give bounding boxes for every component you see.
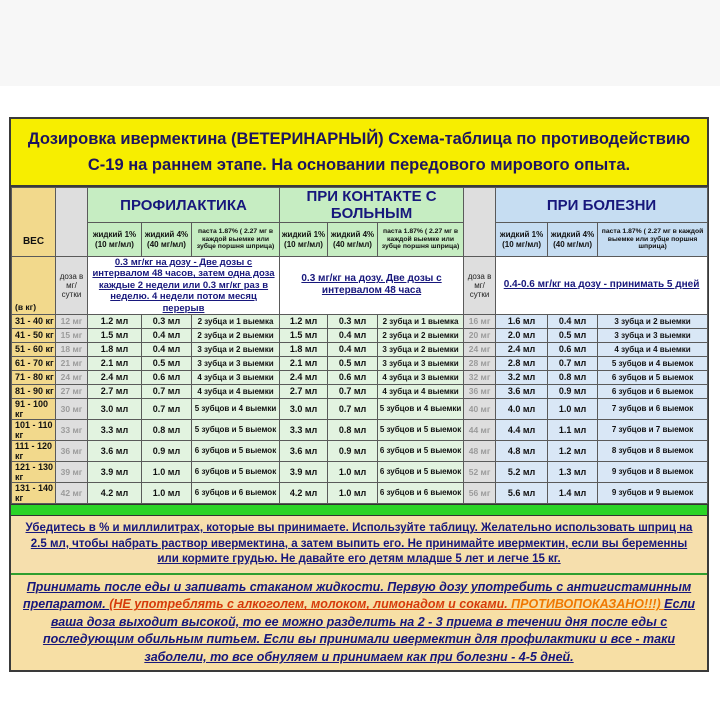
table-cell: 3 зубца и 3 выемки — [598, 328, 708, 342]
subheader-prophylaxis-liquid1: жидкий 1% (10 мг/мл) — [88, 223, 142, 257]
table-cell: 0.7 мл — [328, 398, 378, 419]
warning-block — [11, 516, 707, 575]
table-cell: 24 мг — [464, 342, 496, 356]
table-row — [12, 314, 708, 328]
table-row — [12, 398, 708, 419]
group-header-prophylaxis: ПРОФИЛАКТИКА — [88, 188, 280, 223]
table-cell: 0.4 мл — [142, 328, 192, 342]
table-cell: 2.7 мл — [280, 384, 328, 398]
instruction-prophylaxis: 0.3 мг/кг на дозу - Две дозы с интервалом 48 часов, затем одна доза каждые 2 недели или 0.3 мг/кг раз в неделю. 4 недели потом месяц перерыв — [88, 257, 280, 315]
table-cell: 48 мг — [464, 440, 496, 461]
table-cell: 3.9 мл — [280, 461, 328, 482]
subheader-contact-paste: паста 1.87% ( 2.27 мг в каждой выемке или зубце поршня шприца) — [378, 223, 464, 257]
table-cell: 0.7 мл — [548, 356, 598, 370]
table-cell: 5 зубцов и 4 выемки — [192, 398, 280, 419]
group-header-illness: ПРИ БОЛЕЗНИ — [496, 188, 708, 223]
table-cell: 6 зубцов и 5 выемок — [598, 370, 708, 384]
table-cell: 0.8 мл — [548, 370, 598, 384]
table-cell: 3 зубца и 2 выемки — [192, 342, 280, 356]
subheader-illness-paste: паста 1.87% ( 2.27 мг в каждой выемке или зубце поршня шприца) — [598, 223, 708, 257]
green-separator-band — [11, 504, 707, 516]
table-cell: 1.3 мл — [548, 461, 598, 482]
table-row — [12, 482, 708, 503]
table-cell: 6 зубцов и 5 выемок — [378, 440, 464, 461]
table-cell: 1.8 мл — [280, 342, 328, 356]
table-cell: 2 зубца и 2 выемки — [378, 328, 464, 342]
table-cell: 0.5 мл — [548, 328, 598, 342]
notes-part3: Если ваша доза выходит высокой, то ее можно разделить на 2 - 3 приема в течении дня после еды с последующим обильным питьем. Если вы принимали ивермектин для профилактики и все - таки заболели, то все обнуляем и принимаем как при болезни - 4-5 дней. — [42, 597, 696, 664]
table-cell: 4.0 мл — [496, 398, 548, 419]
notes-text — [11, 575, 707, 671]
table-cell: 2.4 мл — [88, 370, 142, 384]
table-cell: 2.0 мл — [496, 328, 548, 342]
subheader-prophylaxis-liquid4: жидкий 4% (40 мг/мл) — [142, 223, 192, 257]
table-cell: 33 мг — [56, 419, 88, 440]
table-cell: 42 мг — [56, 482, 88, 503]
table-cell: 4.4 мл — [496, 419, 548, 440]
table-cell: 6 зубцов и 6 выемок — [378, 482, 464, 503]
table-cell: 36 мг — [56, 440, 88, 461]
table-row — [12, 384, 708, 398]
table-cell: 91 - 100 кг — [12, 398, 56, 419]
table-cell: 3.3 мл — [280, 419, 328, 440]
table-cell: 21 мг — [56, 356, 88, 370]
table-cell: 15 мг — [56, 328, 88, 342]
group-header-contact: ПРИ КОНТАКТЕ С БОЛЬНЫМ — [280, 188, 464, 223]
table-cell: 4 зубца и 4 выемки — [378, 384, 464, 398]
table-cell: 6 зубцов и 5 выемок — [378, 461, 464, 482]
table-cell: 5.2 мл — [496, 461, 548, 482]
table-cell: 4.2 мл — [88, 482, 142, 503]
table-row — [12, 419, 708, 440]
weight-column-header: ВЕС — [12, 188, 56, 257]
dose-table-body — [12, 314, 708, 503]
table-cell: 0.4 мл — [548, 314, 598, 328]
photo-background-shade — [0, 0, 720, 86]
instruction-illness: 0.4-0.6 мг/кг на дозу - принимать 5 дней — [496, 257, 708, 315]
table-cell: 0.4 мл — [142, 342, 192, 356]
subheader-illness-liquid4: жидкий 4% (40 мг/мл) — [548, 223, 598, 257]
table-cell: 4 зубца и 4 выемки — [598, 342, 708, 356]
table-cell: 7 зубцов и 7 выемок — [598, 419, 708, 440]
table-cell: 0.5 мл — [142, 356, 192, 370]
table-cell: 20 мг — [464, 328, 496, 342]
dose-column-spacer-2 — [464, 188, 496, 257]
table-cell: 0.4 мл — [328, 342, 378, 356]
table-cell: 7 зубцов и 6 выемок — [598, 398, 708, 419]
table-cell: 2.1 мл — [280, 356, 328, 370]
table-cell: 8 зубцов и 8 выемок — [598, 440, 708, 461]
table-cell: 1.5 мл — [88, 328, 142, 342]
title-band — [11, 119, 707, 187]
table-cell: 5 зубцов и 4 выемок — [598, 356, 708, 370]
table-row — [12, 370, 708, 384]
table-cell: 1.0 мл — [548, 398, 598, 419]
table-cell: 4 зубца и 3 выемки — [378, 370, 464, 384]
warning-text: Убедитесь в % и миллилитрах, которые вы принимаете. Используйте таблицу. Желательно использовать шприц на 2.5 мл, чтобы набрать раствор ивермектина, а затем выпить его. Не принимайте ивермектин, если вы беременны или кормите грудью. Не давайте его детям младше 5 лет и легче 15 кг. — [25, 522, 693, 566]
table-cell: 61 - 70 кг — [12, 356, 56, 370]
table-cell: 0.3 мл — [142, 314, 192, 328]
notes-contraindication-emphasis: ПРОТИВОПОКАЗАНО!!!) — [511, 597, 665, 612]
dose-column-label-2: доза в мг/сутки — [464, 257, 496, 315]
table-cell: 1.2 мл — [88, 314, 142, 328]
table-cell: 1.6 мл — [496, 314, 548, 328]
table-cell: 0.3 мл — [328, 314, 378, 328]
table-cell: 1.2 мл — [548, 440, 598, 461]
table-cell: 111 - 120 кг — [12, 440, 56, 461]
subheader-contact-liquid4: жидкий 4% (40 мг/мл) — [328, 223, 378, 257]
dosage-poster — [9, 117, 709, 672]
table-cell: 5 зубцов и 5 выемок — [192, 419, 280, 440]
table-cell: 4 зубца и 3 выемки — [192, 370, 280, 384]
table-cell: 24 мг — [56, 370, 88, 384]
table-cell: 6 зубцов и 5 выемок — [192, 461, 280, 482]
table-cell: 0.9 мл — [548, 384, 598, 398]
table-cell: 9 зубцов и 9 выемок — [598, 482, 708, 503]
table-cell: 0.6 мл — [548, 342, 598, 356]
table-row — [12, 356, 708, 370]
table-cell: 2.7 мл — [88, 384, 142, 398]
table-cell: 4 зубца и 4 выемки — [192, 384, 280, 398]
table-cell: 3.6 мл — [88, 440, 142, 461]
table-cell: 131 - 140 кг — [12, 482, 56, 503]
table-cell: 41 - 50 кг — [12, 328, 56, 342]
table-cell: 5.6 мл — [496, 482, 548, 503]
table-cell: 101 - 110 кг — [12, 419, 56, 440]
table-cell: 1.5 мл — [280, 328, 328, 342]
table-cell: 44 мг — [464, 419, 496, 440]
table-cell: 3.6 мл — [280, 440, 328, 461]
table-cell: 0.7 мл — [328, 384, 378, 398]
instruction-row — [12, 257, 708, 315]
table-cell: 1.8 мл — [88, 342, 142, 356]
table-cell: 2 зубца и 1 выемка — [192, 314, 280, 328]
table-cell: 1.0 мл — [142, 461, 192, 482]
table-cell: 3.2 мл — [496, 370, 548, 384]
dose-column-label: доза в мг/сутки — [56, 257, 88, 315]
table-cell: 5 зубцов и 5 выемок — [378, 419, 464, 440]
table-row — [12, 342, 708, 356]
table-cell: 6 зубцов и 6 выемок — [192, 482, 280, 503]
table-cell: 52 мг — [464, 461, 496, 482]
notes-contraindication: (НЕ употреблять с алкоголем, молоком, лимонадом и соками. — [109, 597, 512, 612]
table-cell: 0.7 мл — [142, 384, 192, 398]
table-cell: 0.7 мл — [142, 398, 192, 419]
table-cell: 0.5 мл — [328, 356, 378, 370]
table-cell: 1.1 мл — [548, 419, 598, 440]
table-row — [12, 461, 708, 482]
table-cell: 32 мг — [464, 370, 496, 384]
table-cell: 71 - 80 кг — [12, 370, 56, 384]
sub-header-row — [12, 223, 708, 257]
table-cell: 2.4 мл — [280, 370, 328, 384]
table-cell: 6 зубцов и 6 выемок — [598, 384, 708, 398]
dosage-table — [11, 187, 708, 504]
table-cell: 1.0 мл — [328, 482, 378, 503]
table-cell: 16 мг — [464, 314, 496, 328]
notes-part1: Принимать после еды и запивать стаканом жидкости. Первую дозу употребить с антигистаминным препаратом. — [23, 579, 692, 612]
instruction-contact: 0.3 мг/кг на дозу. Две дозы с интервалом 48 часа — [280, 257, 464, 315]
weight-unit-label: (в кг) — [12, 257, 56, 315]
subheader-prophylaxis-paste: паста 1.87% ( 2.27 мг в каждой выемке или зубце поршня шприца) — [192, 223, 280, 257]
table-cell: 0.9 мл — [142, 440, 192, 461]
table-cell: 2.8 мл — [496, 356, 548, 370]
table-cell: 3.3 мл — [88, 419, 142, 440]
table-cell: 2.1 мл — [88, 356, 142, 370]
table-cell: 3 зубца и 2 выемки — [598, 314, 708, 328]
table-cell: 1.2 мл — [280, 314, 328, 328]
table-cell: 3.6 мл — [496, 384, 548, 398]
subheader-illness-liquid1: жидкий 1% (10 мг/мл) — [496, 223, 548, 257]
dose-column-spacer — [56, 188, 88, 257]
table-cell: 40 мг — [464, 398, 496, 419]
table-cell: 121 - 130 кг — [12, 461, 56, 482]
table-cell: 81 - 90 кг — [12, 384, 56, 398]
table-cell: 18 мг — [56, 342, 88, 356]
table-cell: 30 мг — [56, 398, 88, 419]
table-cell: 31 - 40 кг — [12, 314, 56, 328]
table-cell: 3 зубца и 2 выемки — [378, 342, 464, 356]
table-cell: 56 мг — [464, 482, 496, 503]
table-cell: 0.6 мл — [142, 370, 192, 384]
table-row — [12, 328, 708, 342]
table-cell: 2.4 мл — [496, 342, 548, 356]
table-cell: 4.8 мл — [496, 440, 548, 461]
table-cell: 27 мг — [56, 384, 88, 398]
table-cell: 51 - 60 кг — [12, 342, 56, 356]
table-cell: 1.4 мл — [548, 482, 598, 503]
poster-title: Дозировка ивермектина (ВЕТЕРИНАРНЫЙ) Схема-таблица по противодействию С-19 на раннем этапе. На основании передового мирового опыта. — [27, 129, 691, 174]
table-cell: 3.9 мл — [88, 461, 142, 482]
table-cell: 3.0 мл — [88, 398, 142, 419]
table-cell: 2 зубца и 2 выемки — [192, 328, 280, 342]
table-cell: 1.0 мл — [328, 461, 378, 482]
group-header-row — [12, 188, 708, 223]
table-cell: 4.2 мл — [280, 482, 328, 503]
table-cell: 3.0 мл — [280, 398, 328, 419]
subheader-contact-liquid1: жидкий 1% (10 мг/мл) — [280, 223, 328, 257]
table-cell: 3 зубца и 3 выемки — [378, 356, 464, 370]
table-cell: 6 зубцов и 5 выемок — [192, 440, 280, 461]
table-cell: 9 зубцов и 8 выемок — [598, 461, 708, 482]
table-cell: 2 зубца и 1 выемка — [378, 314, 464, 328]
table-cell: 0.4 мл — [328, 328, 378, 342]
table-cell: 12 мг — [56, 314, 88, 328]
table-cell: 0.6 мл — [328, 370, 378, 384]
table-cell: 5 зубцов и 4 выемки — [378, 398, 464, 419]
table-cell: 28 мг — [464, 356, 496, 370]
notes-block — [11, 575, 707, 671]
table-cell: 0.9 мл — [328, 440, 378, 461]
table-cell: 0.8 мл — [142, 419, 192, 440]
table-cell: 39 мг — [56, 461, 88, 482]
table-cell: 36 мг — [464, 384, 496, 398]
table-row — [12, 440, 708, 461]
table-cell: 3 зубца и 3 выемки — [192, 356, 280, 370]
table-cell: 1.0 мл — [142, 482, 192, 503]
table-cell: 0.8 мл — [328, 419, 378, 440]
